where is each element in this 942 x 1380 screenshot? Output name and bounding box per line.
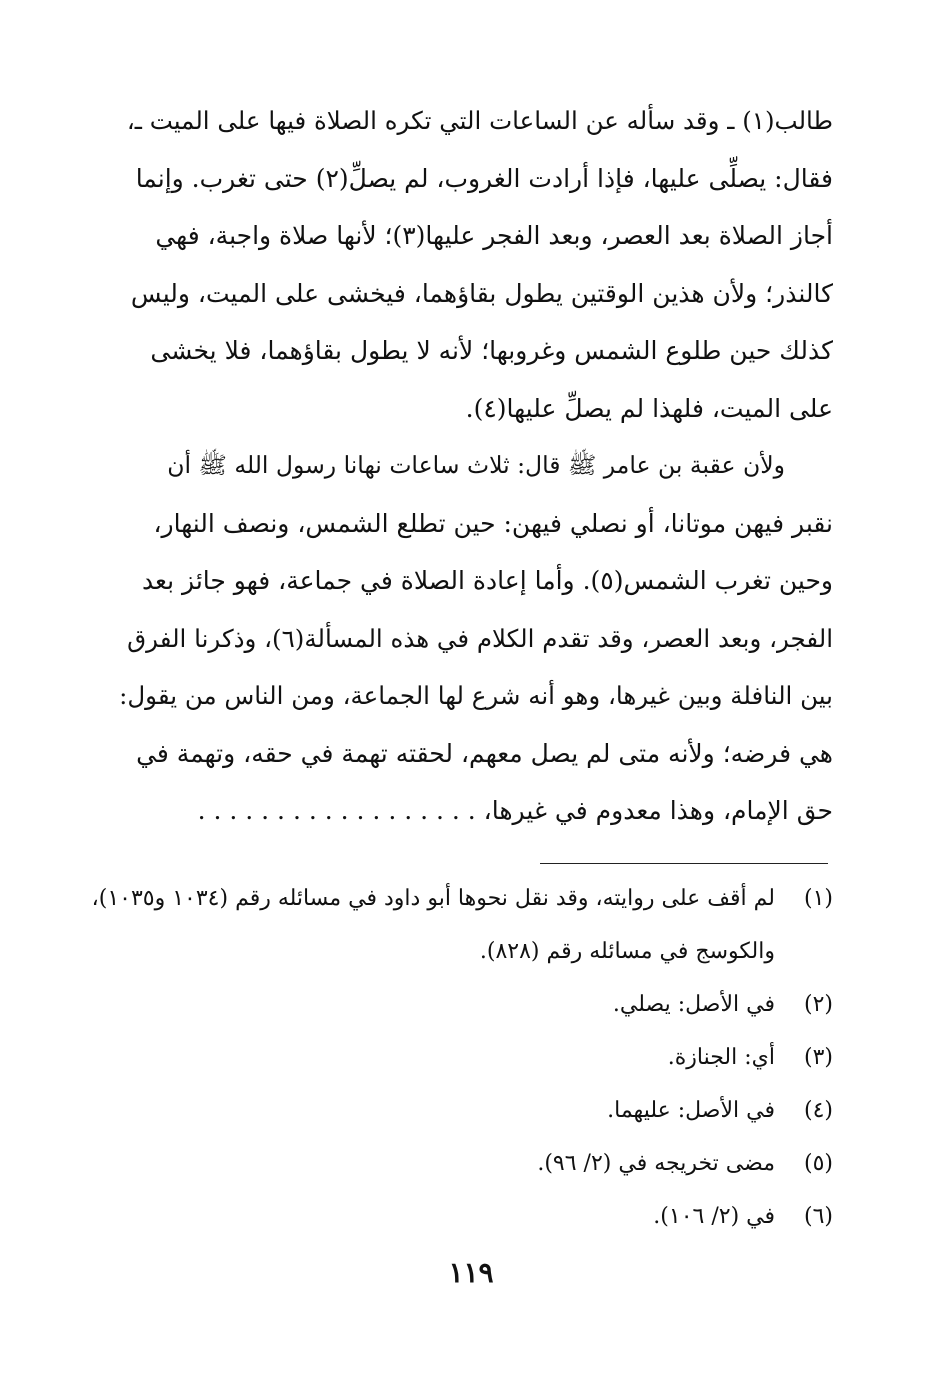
footnote-number: (٣) bbox=[803, 1045, 833, 1070]
text-line: نقبر فيهن موتانا، أو نصلي فيهن: حين تطلع الشمس، ونصف النهار، bbox=[153, 508, 833, 538]
footnote-5 bbox=[118, 1137, 833, 1190]
text-line: كذلك حين طلوع الشمس وغروبها؛ لأنه لا يطول بقاؤهما، فلا يخشى bbox=[150, 336, 833, 365]
text-line: طالب(١) ـ وقد سأله عن الساعات التي تكره الصلاة فيها على الميت ـ، bbox=[126, 106, 833, 135]
footnote-line: في (٢/ ١٠٦). bbox=[653, 1204, 775, 1229]
footnote-divider bbox=[540, 863, 828, 864]
footnote-text bbox=[118, 1190, 775, 1243]
text-line: الفجر، وبعد العصر، وقد تقدم الكلام في هذه المسألة(٦)، وذكرنا الفرق bbox=[127, 623, 833, 653]
footnote-number: (٥) bbox=[803, 1151, 833, 1176]
footnote-1 bbox=[91, 872, 833, 978]
footnote-number: (٦) bbox=[803, 1204, 833, 1229]
text-line: أجاز الصلاة بعد العصر، وبعد الفجر عليها(٣)؛ لأنها صلاة واجبة، فهي bbox=[155, 221, 833, 250]
footnote-line: أي: الجنازة. bbox=[667, 1045, 775, 1070]
text-line: على الميت، فلهذا لم يصلِّ عليها(٤). bbox=[465, 393, 833, 423]
text-line: وحين تغرب الشمس(٥). وأما إعادة الصلاة في جماعة، فهو جائز بعد bbox=[141, 566, 833, 595]
main-text bbox=[118, 92, 833, 840]
footnote-text bbox=[118, 978, 775, 1031]
text-line: كالنذر؛ ولأن هذين الوقتين يطول بقاؤهما، فيخشى على الميت، وليس bbox=[130, 278, 833, 308]
footnote-text bbox=[118, 1084, 775, 1137]
footnote-line: والكوسج في مسائله رقم (٨٢٨). bbox=[479, 939, 775, 964]
footnote-3 bbox=[118, 1031, 833, 1084]
text-line: بين النافلة وبين غيرها، وهو أنه شرع لها الجماعة، ومن الناس من يقول: bbox=[119, 681, 833, 710]
footnote-text bbox=[118, 1137, 775, 1190]
footnote-4 bbox=[118, 1084, 833, 1137]
text-line: فقال: يصلِّى عليها، فإذا أرادت الغروب، لم يصلِّ(٢) حتى تغرب. وإنما bbox=[135, 163, 833, 193]
text-line-paragraph-start: ولأن عقبة بن عامر ﷺ قال: ثلاث ساعات نهانا رسول الله ﷺ أن bbox=[167, 451, 785, 479]
text-line: حق الإمام، وهذا معدوم في غيرها، . . . . . . . . . . . . . . . . . . bbox=[197, 796, 833, 825]
footnote-number: (١) bbox=[803, 886, 833, 911]
footnote-text bbox=[118, 1031, 775, 1084]
footnote-number: (٤) bbox=[803, 1098, 833, 1123]
footnote-2 bbox=[118, 978, 833, 1031]
footnote-6 bbox=[118, 1190, 833, 1243]
text-line: هي فرضه؛ ولأنه متى لم يصل معهم، لحقته تهمة في حقه، وتهمة في bbox=[136, 738, 833, 768]
footnotes bbox=[91, 872, 833, 1243]
page-number: ١١٩ bbox=[448, 1256, 494, 1289]
footnote-line: في الأصل: عليهما. bbox=[607, 1098, 775, 1123]
footnote-line: لم أقف على روايته، وقد نقل نحوها أبو داود في مسائله رقم (١٠٣٤ و١٠٣٥)، bbox=[91, 886, 775, 911]
footnote-text bbox=[92, 872, 775, 978]
footnote-line: في الأصل: يصلي. bbox=[612, 992, 775, 1017]
footnote-number: (٢) bbox=[803, 992, 833, 1017]
footnote-line: مضى تخريجه في (٢/ ٩٦). bbox=[537, 1151, 775, 1176]
